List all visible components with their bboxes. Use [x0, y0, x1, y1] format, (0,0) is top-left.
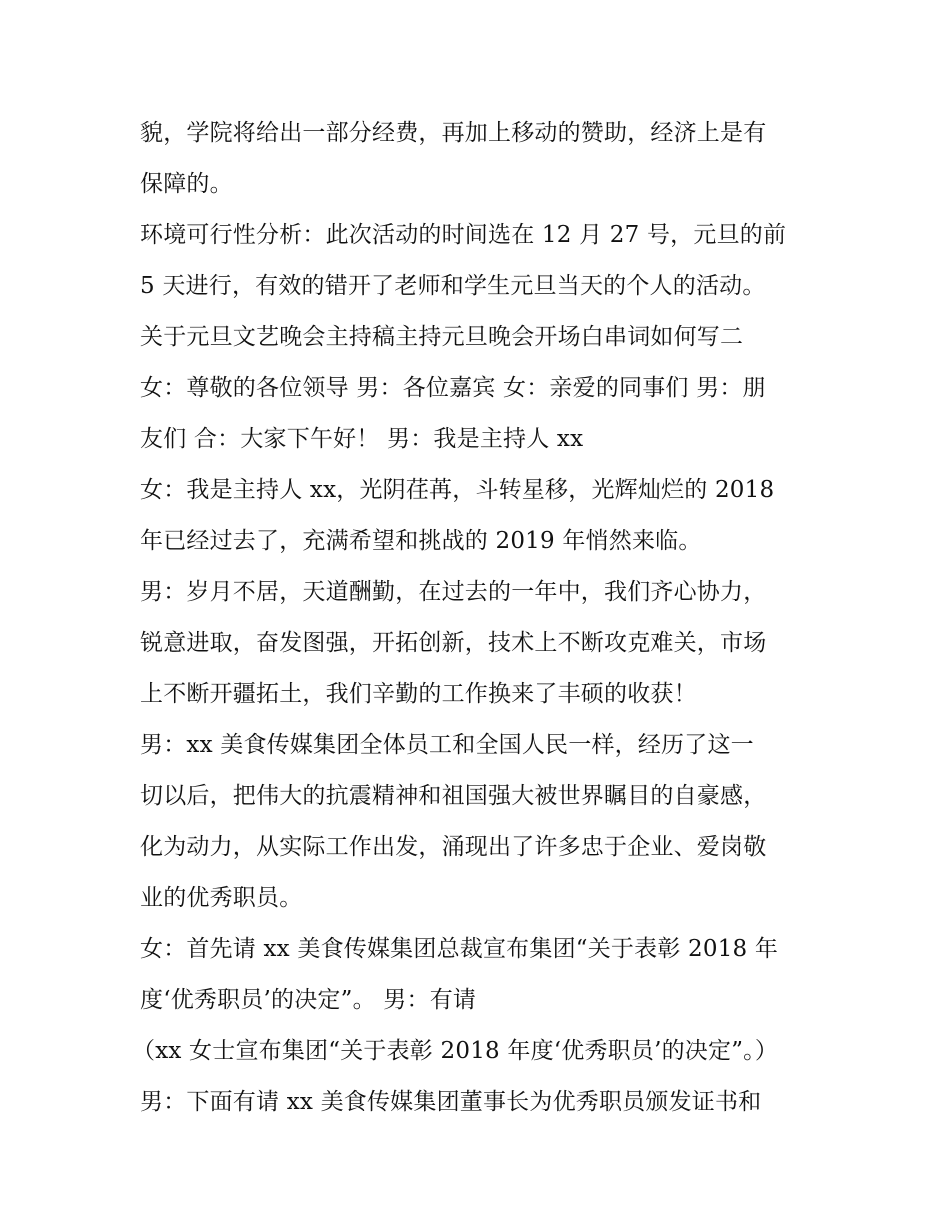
text-line: （xx 女士宣布集团“关于表彰 2018 年度‘优秀职员’的决定”。） [132, 1038, 779, 1064]
text-line: 保障的。 [140, 171, 233, 197]
text-line: 环境可行性分析：此次活动的时间选在 12 月 27 号，元旦的前 [140, 222, 787, 248]
text-line: 切以后，把伟大的抗震精神和祖国强大被世界瞩目的自豪感， [140, 783, 767, 809]
text-line: 业的优秀职员。 [140, 885, 303, 911]
text-line: 女：我是主持人 xx，光阴荏苒，斗转星移，光辉灿烂的 2018 [140, 477, 775, 503]
text-line: 5 天进行，有效的错开了老师和学生元旦当天的个人的活动。 [140, 273, 766, 299]
document-body [132, 108, 830, 1128]
text-line: 度‘优秀职员’的决定”。 男：有请 [140, 987, 477, 1013]
text-line: 男：xx 美食传媒集团全体员工和全国人民一样，经历了这一 [140, 732, 754, 758]
text-line: 女：首先请 xx 美食传媒集团总裁宣布集团“关于表彰 2018 年 [140, 936, 779, 962]
text-line: 友们 合：大家下午好！ 男：我是主持人 xx [140, 426, 584, 452]
text-line: 锐意进取，奋发图强，开拓创新，技术上不断攻克难关，市场 [140, 630, 767, 656]
text-line: 年已经过去了，充满希望和挑战的 2019 年悄然来临。 [140, 528, 702, 554]
text-line: 化为动力，从实际工作出发，涌现出了许多忠于企业、爱岗敬 [140, 834, 767, 860]
text-line: 男：下面有请 xx 美食传媒集团董事长为优秀职员颁发证书和 [140, 1089, 762, 1115]
text-line: 关于元旦文艺晚会主持稿主持元旦晚会开场白串词如何写二 [140, 324, 744, 350]
text-line: 女：尊敬的各位领导 男：各位嘉宾 女：亲爱的同事们 男：朋 [140, 375, 766, 401]
text-line: 男：岁月不居，天道酬勤，在过去的一年中，我们齐心协力， [140, 579, 767, 605]
text-line: 貌，学院将给出一部分经费，再加上移动的赞助，经济上是有 [140, 120, 767, 146]
text-line: 上不断开疆拓土，我们辛勤的工作换来了丰硕的收获！ [140, 681, 697, 707]
